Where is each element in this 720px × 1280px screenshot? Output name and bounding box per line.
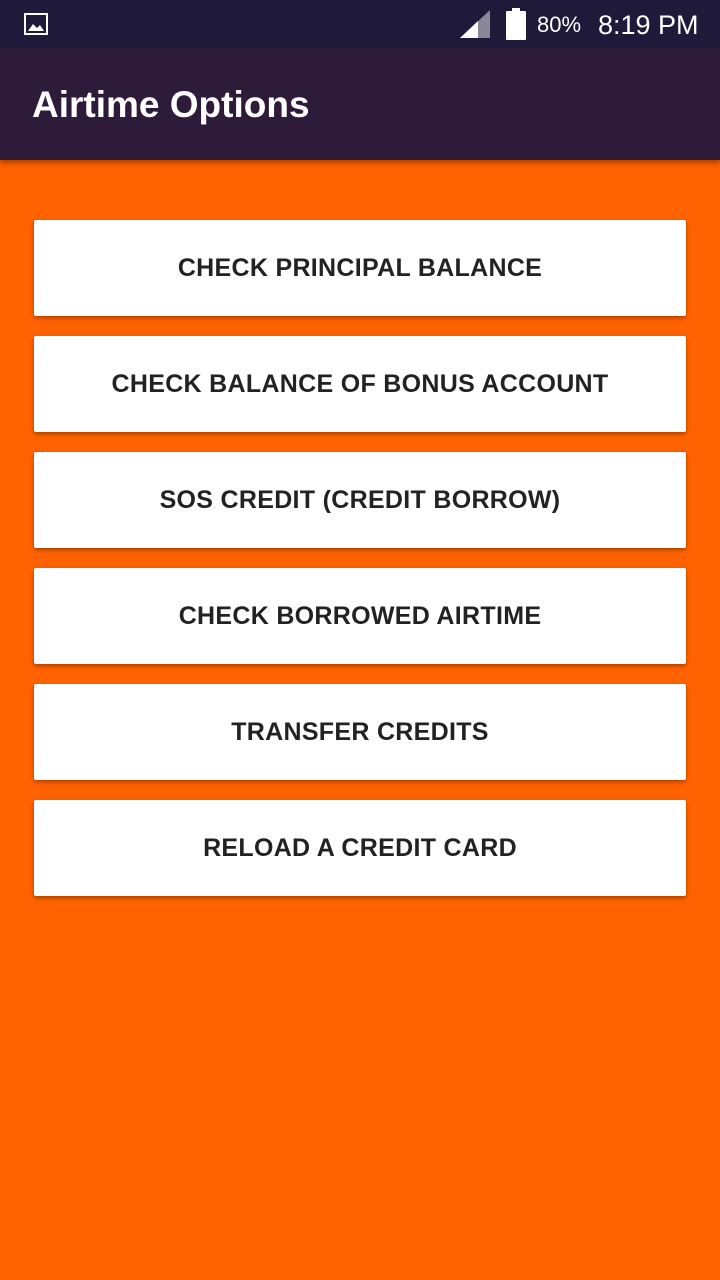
clock: 8:19 PM xyxy=(598,10,699,40)
reload-credit-card-button[interactable]: RELOAD A CREDIT CARD xyxy=(34,800,686,896)
check-principal-balance-button[interactable]: CHECK PRINCIPAL BALANCE xyxy=(34,220,686,316)
status-bar xyxy=(0,0,720,48)
page-title: Airtime Options xyxy=(32,84,310,125)
gallery-icon xyxy=(24,13,48,35)
check-borrowed-airtime-button[interactable]: CHECK BORROWED AIRTIME xyxy=(34,568,686,664)
check-bonus-balance-button[interactable]: CHECK BALANCE OF BONUS ACCOUNT xyxy=(34,336,686,432)
options-list xyxy=(34,220,686,916)
battery-percentage: 80% xyxy=(537,12,582,37)
signal-icon xyxy=(460,10,490,38)
battery-icon xyxy=(505,8,527,40)
sos-credit-button[interactable]: SOS CREDIT (CREDIT BORROW) xyxy=(34,452,686,548)
transfer-credits-button[interactable]: TRANSFER CREDITS xyxy=(34,684,686,780)
app-bar xyxy=(0,48,720,160)
